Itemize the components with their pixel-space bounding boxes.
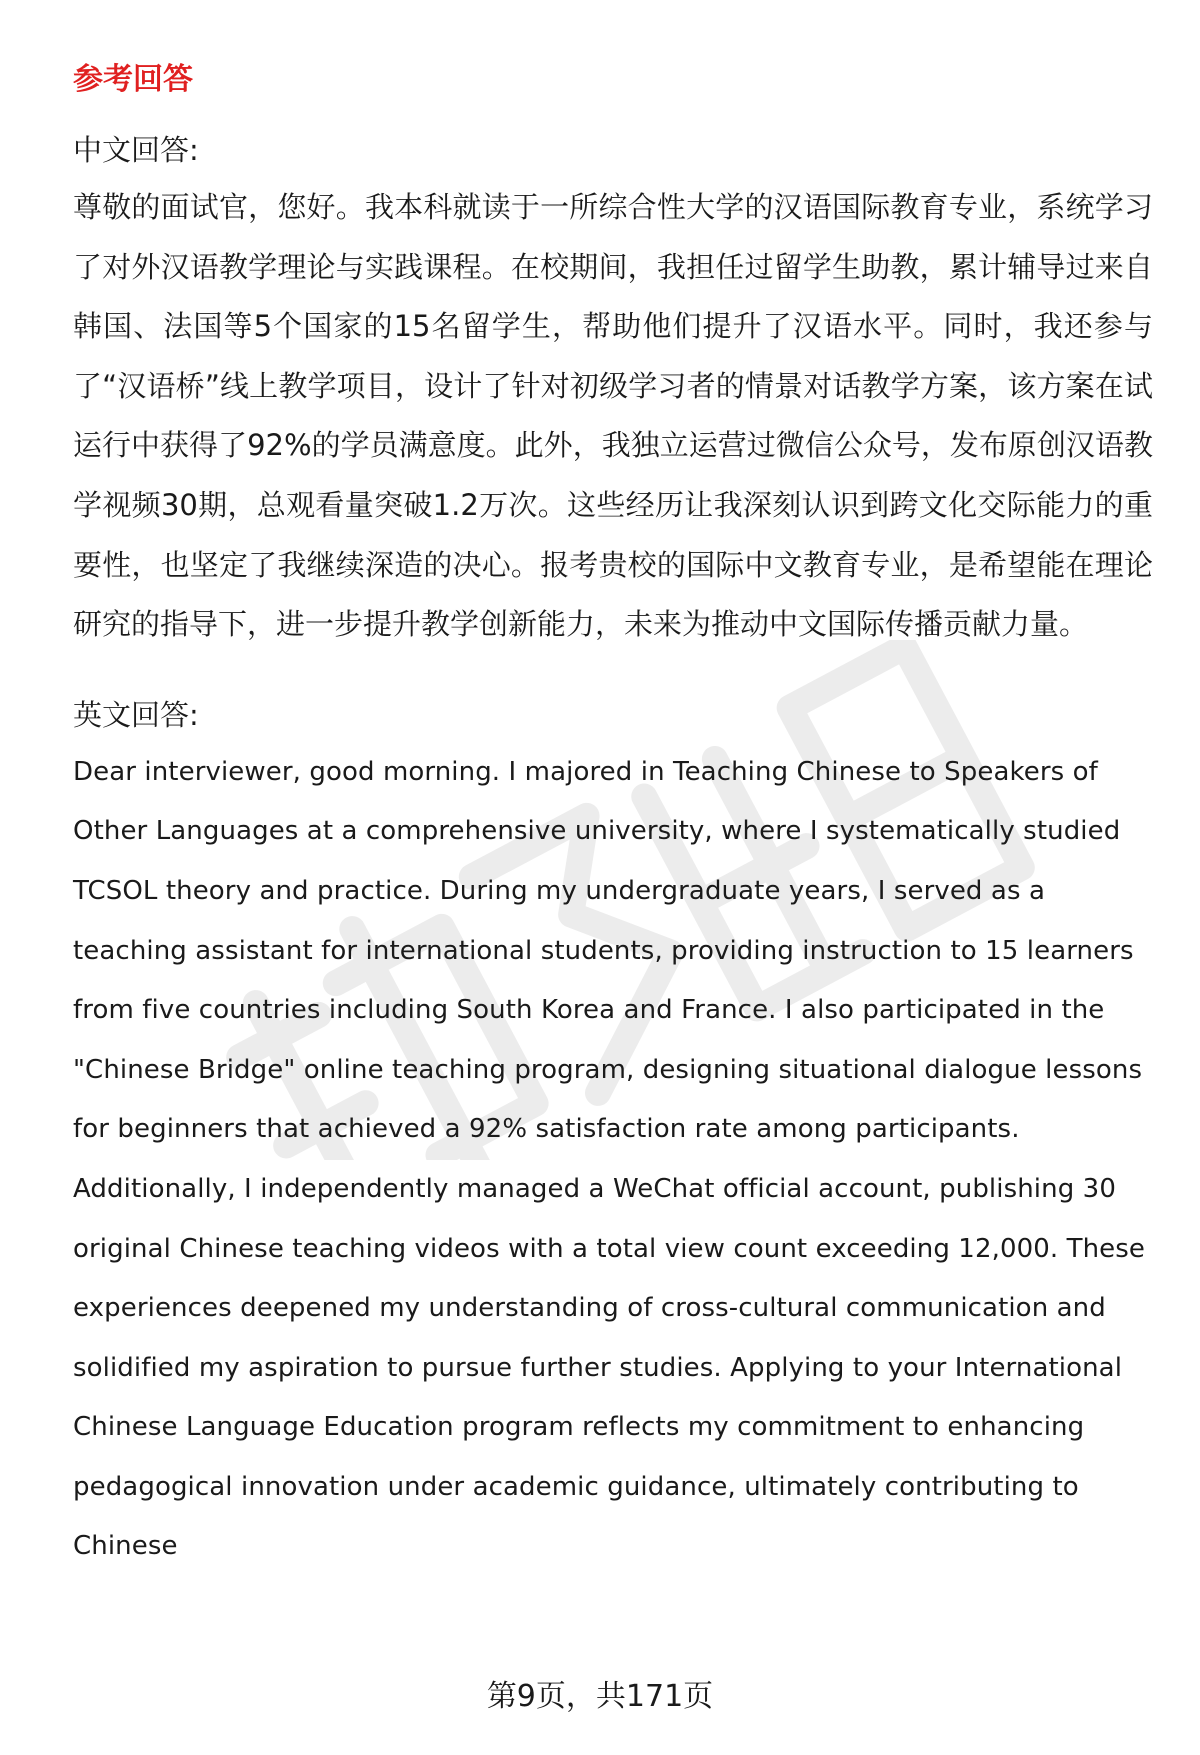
english-answer-text: Dear interviewer, good morning. I majored in Teaching Chinese to Speakers of Other Languages at a comprehensive university, where I systematically studied TCSOL theory and practice. During my undergraduate years, I served as a teaching assistant for international students, providing instruction to 15 learners from five countries including South Korea and France. I also participated in the "Chinese Bridge" online teaching program, designing situational dialogue lessons for beginners that achieved a 92% satisfaction rate among participants. Additionally, I independently managed a WeChat official account, publishing 30 original Chinese teaching videos with a total view count exceeding 12,000. These experiences deepened my understanding of cross-cultural communication and solidified my aspiration to pursue further studies. Applying to your International Chinese Language Education program reflects my commitment to enhancing pedagogical innovation under academic guidance, ultimately contributing to Chinese [73, 756, 1146, 1562]
chinese-answer-text: 尊敬的面试官，您好。我本科就读于一所综合性大学的汉语国际教育专业，系统学习了对外汉语教学理论与实践课程。在校期间，我担任过留学生助教，累计辅导过来自韩国、法国等5个国家的15名留学生，帮助他们提升了汉语水平。同时，我还参与了“汉语桥”线上教学项目，设计了针对初级学习者的情景对话教学方案，该方案在试运行中获得了92%的学员满意度。此外，我独立运营过微信公众号，发布原创汉语教学视频30期，总观看量突破1.2万次。这些经历让我深刻认识到跨文化交际能力的重要性，也坚定了我继续深造的决心。报考贵校的国际中文教育专业，是希望能在理论研究的指导下，进一步提升教学创新能力，未来为推动中文国际传播贡献力量。 [73, 190, 1153, 642]
page-number-footer: 第9页，共171页 [486, 1679, 714, 1714]
english-answer-label: 英文回答: [73, 697, 199, 732]
chinese-answer-label: 中文回答: [73, 133, 199, 167]
answer-heading: 参考回答 [73, 62, 193, 97]
document-content [73, 52, 1153, 1577]
section-spacer [73, 655, 1153, 687]
